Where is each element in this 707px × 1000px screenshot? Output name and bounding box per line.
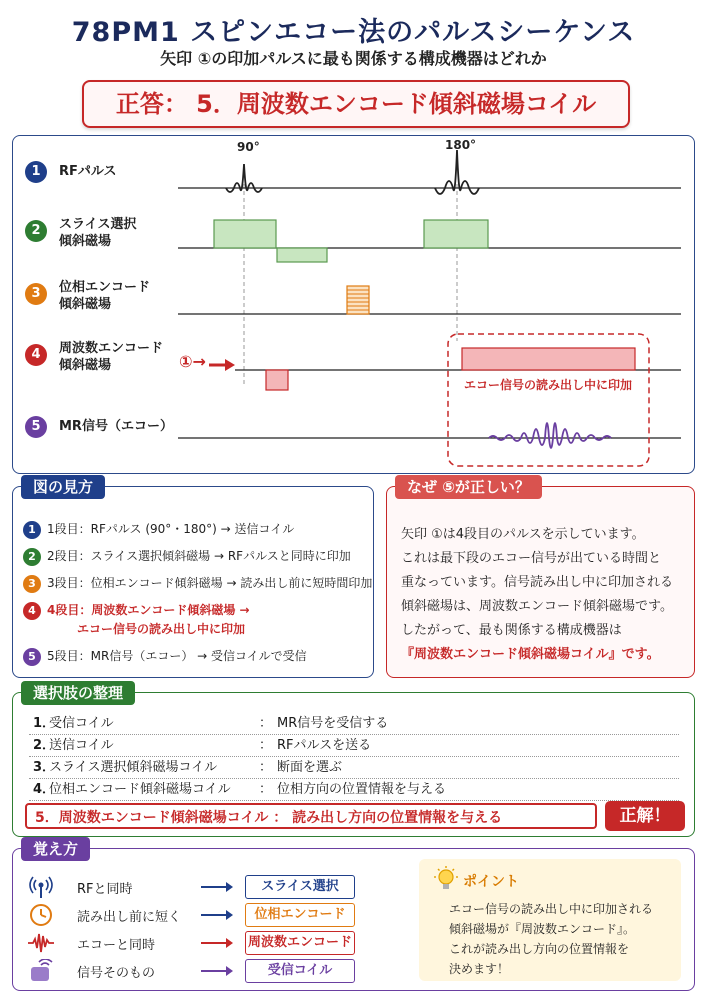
guide-text-3: 3段目：位相エンコード傾斜磁場 → 読み出し前に短時間印加 (47, 576, 373, 590)
guide-num-3: 3 (23, 575, 41, 593)
option-row (29, 757, 679, 779)
option-desc: 位相方向の位置情報を与える (277, 782, 447, 797)
memory-arrow-1 (201, 886, 231, 888)
row-label-slice (59, 216, 136, 250)
row-number-4: 4 (25, 344, 47, 366)
guide-text-1: 1段目：RFパルス (90°・180°) → 送信コイル (47, 522, 295, 536)
point-line-1: エコー信号の読み出し中に印加される (449, 902, 654, 916)
option-row (29, 713, 679, 735)
option-num: 3． (33, 760, 56, 775)
slice-rephase-lobe (277, 248, 327, 262)
freq-dephase-lobe (266, 370, 288, 390)
option-answer-row: 5．周波数エンコード傾斜磁場コイル ： 読み出し方向の位置情報を与える (25, 803, 597, 829)
option-desc: MR信号を受信する (277, 716, 389, 731)
memory-target-4: 受信コイル (245, 959, 355, 983)
row-label-slice-line1: スライス選択 (59, 217, 137, 232)
guide-panel (12, 478, 374, 678)
rf-label-90: 90° (237, 140, 260, 154)
options-panel (12, 684, 695, 837)
row-label-echo: MR信号（エコー） (59, 419, 173, 434)
page-subtitle: 矢印 ①の印加パルスに最も関係する構成機器はどれか (160, 49, 547, 68)
guide-text-2: 2段目：スライス選択傾斜磁場 → RFパルスと同時に印加 (47, 549, 351, 563)
row-number-1: 1 (25, 161, 47, 183)
guide-num-5: 5 (23, 648, 41, 666)
option-desc: 断面を選ぶ (277, 760, 343, 775)
clock-icon (27, 903, 55, 927)
option-row (29, 779, 679, 801)
row-label-freq (59, 340, 163, 374)
row-number-3: 3 (25, 283, 47, 305)
option-num: 1． (33, 716, 56, 731)
guide-text-5: 5段目：MR信号（エコー） → 受信コイルで受信 (47, 649, 307, 663)
guide-text-4b: エコー信号の読み出し中に印加 (77, 622, 246, 636)
point-line-4: 決めます！ (449, 962, 510, 976)
arrow-1-head (225, 359, 235, 371)
memory-target-3: 周波数エンコード (245, 931, 355, 955)
memory-label-1: RFと同時 (77, 882, 133, 897)
point-box (419, 859, 681, 981)
memory-target-2: 位相エンコード (245, 903, 355, 927)
memory-arrow-4 (201, 970, 231, 972)
guide-num-2: 2 (23, 548, 41, 566)
guide-title: 図の見方 (21, 475, 105, 499)
row-label-freq-line1: 周波数エンコード (59, 341, 164, 356)
freq-readout-lobe (462, 348, 635, 370)
row-label-rf: RFパルス (59, 164, 117, 179)
echo-signal (489, 423, 611, 448)
correct-badge: 正解！ (605, 801, 685, 831)
memory-title: 覚え方 (21, 837, 90, 861)
row-label-slice-line2: 傾斜磁場 (59, 234, 112, 249)
slice-gradient-lobe (214, 220, 276, 248)
memory-row-2 (27, 903, 387, 927)
point-text (449, 899, 653, 979)
option-row (29, 735, 679, 757)
option-num: 4． (33, 782, 56, 797)
option-desc: RFパルスを送る (277, 738, 372, 753)
why-panel (386, 478, 695, 678)
pulse-sequence-diagram (12, 135, 695, 474)
memory-label-4: 信号そのもの (77, 966, 156, 981)
antenna-icon (27, 875, 55, 899)
why-text (401, 523, 686, 667)
memory-panel (12, 840, 695, 991)
wave-icon (27, 931, 55, 955)
why-line-3: 重なっています。信号読み出し中に印加される (401, 575, 673, 590)
row-label-phase-line2: 傾斜磁場 (59, 297, 112, 312)
memory-row-1 (27, 875, 387, 899)
arrow-1-label: ①→ (179, 352, 206, 371)
guide-num-4: 4 (23, 602, 41, 620)
memory-arrow-2 (201, 914, 231, 916)
memory-target-1: スライス選択 (245, 875, 355, 899)
option-name: 受信コイル (49, 716, 114, 731)
guide-text-4: 4段目：周波数エンコード傾斜磁場 → (47, 603, 250, 617)
point-line-3: これが読み出し方向の位置情報を (449, 942, 630, 956)
rf-label-180: 180° (445, 138, 477, 152)
option-colon: ： (259, 760, 273, 775)
why-line-1: 矢印 ①は4段目のパルスを示しています。 (401, 527, 645, 542)
point-line-2: 傾斜磁場が『周波数エンコード』。 (449, 922, 636, 936)
row-number-2: 2 (25, 220, 47, 242)
option-name: 送信コイル (49, 738, 114, 753)
lightbulb-icon (433, 865, 459, 895)
point-title: ポイント (463, 874, 519, 890)
echo-note: エコー信号の読み出し中に印加 (463, 378, 632, 392)
option-colon: ： (259, 716, 273, 731)
why-title: なぜ ⑤が正しい？ (395, 475, 542, 499)
slice-gradient-180-lobe (424, 220, 488, 248)
memory-arrow-3 (201, 942, 231, 944)
phase-encode-lobe (347, 286, 369, 314)
guide-num-1: 1 (23, 521, 41, 539)
signal-icon (27, 959, 55, 983)
row-label-phase-line1: 位相エンコード (59, 280, 151, 295)
why-line-4: 傾斜磁場は、周波数エンコード傾斜磁場です。 (401, 599, 673, 614)
memory-row-3 (27, 931, 387, 955)
memory-label-3: エコーと同時 (77, 938, 156, 953)
option-colon: ： (259, 782, 273, 797)
options-title: 選択肢の整理 (21, 681, 135, 705)
memory-label-2: 読み出し前に短く (77, 910, 182, 925)
option-name: スライス選択傾斜磁場コイル (49, 760, 218, 775)
row-number-5: 5 (25, 416, 47, 438)
page-title: 78PM1 スピンエコー法のパルスシーケンス (71, 17, 636, 48)
row-label-freq-line2: 傾斜磁場 (59, 358, 112, 373)
why-line-5: したがって、最も関係する構成機器は (401, 623, 622, 638)
option-colon: ： (259, 738, 273, 753)
memory-row-4 (27, 959, 387, 983)
why-line-6: 『周波数エンコード傾斜磁場コイル』です。 (401, 647, 660, 662)
row-label-phase (59, 279, 150, 313)
option-num: 2． (33, 738, 56, 753)
option-name: 位相エンコード傾斜磁場コイル (49, 782, 231, 797)
answer-banner: 正答： 5．周波数エンコード傾斜磁場コイル (82, 80, 630, 128)
why-line-2: これは最下段のエコー信号が出ている時間と (401, 551, 662, 566)
